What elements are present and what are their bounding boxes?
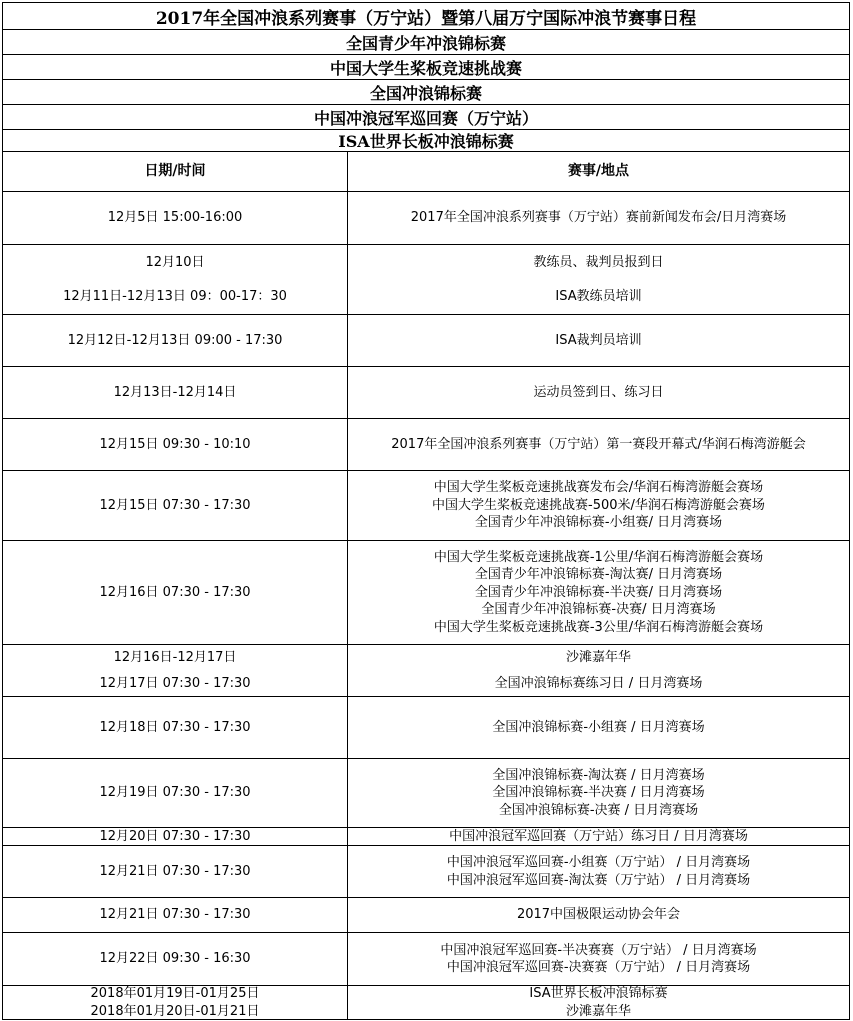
event-line: ISA教练员培训 xyxy=(555,289,642,304)
event-line: 中国冲浪冠军巡回赛-小组赛（万宁站） / 日月湾赛场 xyxy=(446,855,751,870)
event-line: 2017年全国冲浪系列赛事（万宁站）第一赛段开幕式/华润石梅湾游艇会 xyxy=(391,436,806,452)
table-row xyxy=(2,244,850,314)
date-cell xyxy=(3,541,348,644)
event-cell xyxy=(348,367,849,418)
event-cell xyxy=(348,245,849,314)
event-name-5: ISA世界长板冲浪锦标赛 xyxy=(2,129,850,151)
event-cell xyxy=(348,541,849,644)
event-line: 全国冲浪锦标赛-淘汰赛 / 日月湾赛场 xyxy=(492,767,705,783)
event-line: 中国大学生桨板竞速挑战赛-1公里/华润石梅湾游艇会赛场 xyxy=(433,549,764,565)
page-title: 2017年全国冲浪系列赛事（万宁站）暨第八届万宁国际冲浪节赛事日程 xyxy=(2,2,850,29)
event-line: 中国大学生桨板竞速挑战赛-500米/华润石梅湾游艇会赛场 xyxy=(432,497,765,513)
date-cell xyxy=(3,697,348,758)
date-line: 12月13日-12月14日 xyxy=(113,384,237,400)
event-line: 2017中国极限运动协会年会 xyxy=(516,907,681,923)
date-cell xyxy=(3,315,348,366)
date-line: 12月15日 07:30 - 17:30 xyxy=(99,497,251,513)
event-line: 全国冲浪锦标赛-小组赛 / 日月湾赛场 xyxy=(492,719,705,735)
date-cell xyxy=(3,367,348,418)
date-cell xyxy=(3,933,348,985)
event-column-header: 赛事/地点 xyxy=(567,162,630,179)
date-line: 12月19日 07:30 - 17:30 xyxy=(99,785,251,801)
event-line: 中国冲浪冠军巡回赛-淘汰赛（万宁站） / 日月湾赛场 xyxy=(446,872,751,888)
table-row xyxy=(2,696,850,758)
date-line: 12月15日 09:30 - 10:10 xyxy=(99,436,251,452)
event-cell xyxy=(348,645,849,696)
date-line: 12月18日 07:30 - 17:30 xyxy=(99,719,251,735)
event-line: 沙滩嘉年华 xyxy=(565,1003,631,1019)
event-cell xyxy=(348,315,849,366)
event-cell xyxy=(348,986,849,1019)
table-row xyxy=(2,932,850,985)
event-cell xyxy=(348,898,849,932)
event-line: 全国青少年冲浪锦标赛-小组赛/ 日月湾赛场 xyxy=(474,515,723,531)
date-line: 12月21日 07:30 - 17:30 xyxy=(99,863,251,879)
event-line: 全国冲浪锦标赛练习日 / 日月湾赛场 xyxy=(494,675,703,691)
date-column-header: 日期/时间 xyxy=(3,152,348,191)
event-cell xyxy=(348,471,849,540)
date-cell xyxy=(3,759,348,827)
table-row xyxy=(2,470,850,540)
table-row xyxy=(2,366,850,418)
table-row xyxy=(2,845,850,897)
table-row xyxy=(2,540,850,644)
event-line: 中国大学生桨板竞速挑战赛-3公里/华润石梅湾游艇会赛场 xyxy=(433,619,764,635)
table-row xyxy=(2,644,850,696)
event-name-1: 全国青少年冲浪锦标赛 xyxy=(2,29,850,54)
date-line: 12月5日 15:00-16:00 xyxy=(107,210,243,226)
event-name-4: 中国冲浪冠军巡回赛（万宁站） xyxy=(2,104,850,129)
date-cell xyxy=(3,471,348,540)
date-line: 12月16日-12月17日 xyxy=(113,650,237,665)
date-line: 12月11日-12月13日 09：00-17：30 xyxy=(63,289,287,304)
event-cell xyxy=(348,759,849,827)
date-cell xyxy=(3,645,348,696)
event-line: 教练员、裁判员报到日 xyxy=(533,254,664,270)
event-line: 全国青少年冲浪锦标赛-半决赛/ 日月湾赛场 xyxy=(474,584,723,600)
table-row xyxy=(2,191,850,244)
table-row xyxy=(2,897,850,932)
event-line: 运动员签到日、练习日 xyxy=(533,384,664,400)
event-line: 全国青少年冲浪锦标赛-淘汰赛/ 日月湾赛场 xyxy=(474,567,723,583)
table-row xyxy=(2,418,850,470)
event-line: 全国冲浪锦标赛-决赛 / 日月湾赛场 xyxy=(498,802,699,818)
event-line: 沙滩嘉年华 xyxy=(565,650,631,665)
event-line: 全国冲浪锦标赛-半决赛 / 日月湾赛场 xyxy=(492,785,705,801)
event-line: ISA世界长板冲浪锦标赛 xyxy=(529,986,668,1001)
column-header-row xyxy=(2,151,850,191)
table-row xyxy=(2,827,850,845)
table-row xyxy=(2,314,850,366)
event-line: 2017年全国冲浪系列赛事（万宁站）赛前新闻发布会/日月湾赛场 xyxy=(410,210,787,226)
table-bottom-border xyxy=(2,1019,850,1020)
event-name-2: 中国大学生桨板竞速挑战赛 xyxy=(2,54,850,79)
date-line: 2018年01月19日-01月25日 xyxy=(90,986,260,1001)
event-line: 中国冲浪冠军巡回赛-半决赛赛（万宁站） / 日月湾赛场 xyxy=(440,942,757,958)
event-cell xyxy=(348,828,849,845)
date-line: 2018年01月20日-01月21日 xyxy=(90,1003,260,1019)
event-line: ISA裁判员培训 xyxy=(555,332,642,348)
event-name-3: 全国冲浪锦标赛 xyxy=(2,79,850,104)
date-cell xyxy=(3,192,348,244)
date-cell xyxy=(3,846,348,897)
event-line: 全国青少年冲浪锦标赛-决赛/ 日月湾赛场 xyxy=(481,602,716,618)
event-cell xyxy=(348,846,849,897)
date-cell xyxy=(3,986,348,1019)
date-line: 12月17日 07:30 - 17:30 xyxy=(99,675,251,691)
date-line: 12月20日 07:30 - 17:30 xyxy=(99,828,251,844)
date-line: 12月10日 xyxy=(145,254,205,270)
date-line: 12月16日 07:30 - 17:30 xyxy=(99,584,251,600)
date-cell xyxy=(3,828,348,845)
date-line: 12月22日 09:30 - 16:30 xyxy=(99,951,251,967)
date-cell xyxy=(3,898,348,932)
table-row xyxy=(2,985,850,1019)
date-line: 12月21日 07:30 - 17:30 xyxy=(99,907,251,923)
event-cell xyxy=(348,933,849,985)
date-line: 12月12日-12月13日 09:00 - 17:30 xyxy=(67,332,283,348)
event-line: 中国大学生桨板竞速挑战赛发布会/华润石梅湾游艇会赛场 xyxy=(433,480,764,496)
event-cell xyxy=(348,697,849,758)
event-cell xyxy=(348,192,849,244)
date-cell xyxy=(3,419,348,470)
table-row xyxy=(2,758,850,827)
date-cell xyxy=(3,245,348,314)
event-line: 中国冲浪冠军巡回赛（万宁站）练习日 / 日月湾赛场 xyxy=(449,828,748,844)
event-line: 中国冲浪冠军巡回赛-决赛赛（万宁站） / 日月湾赛场 xyxy=(446,960,751,975)
event-cell xyxy=(348,419,849,470)
